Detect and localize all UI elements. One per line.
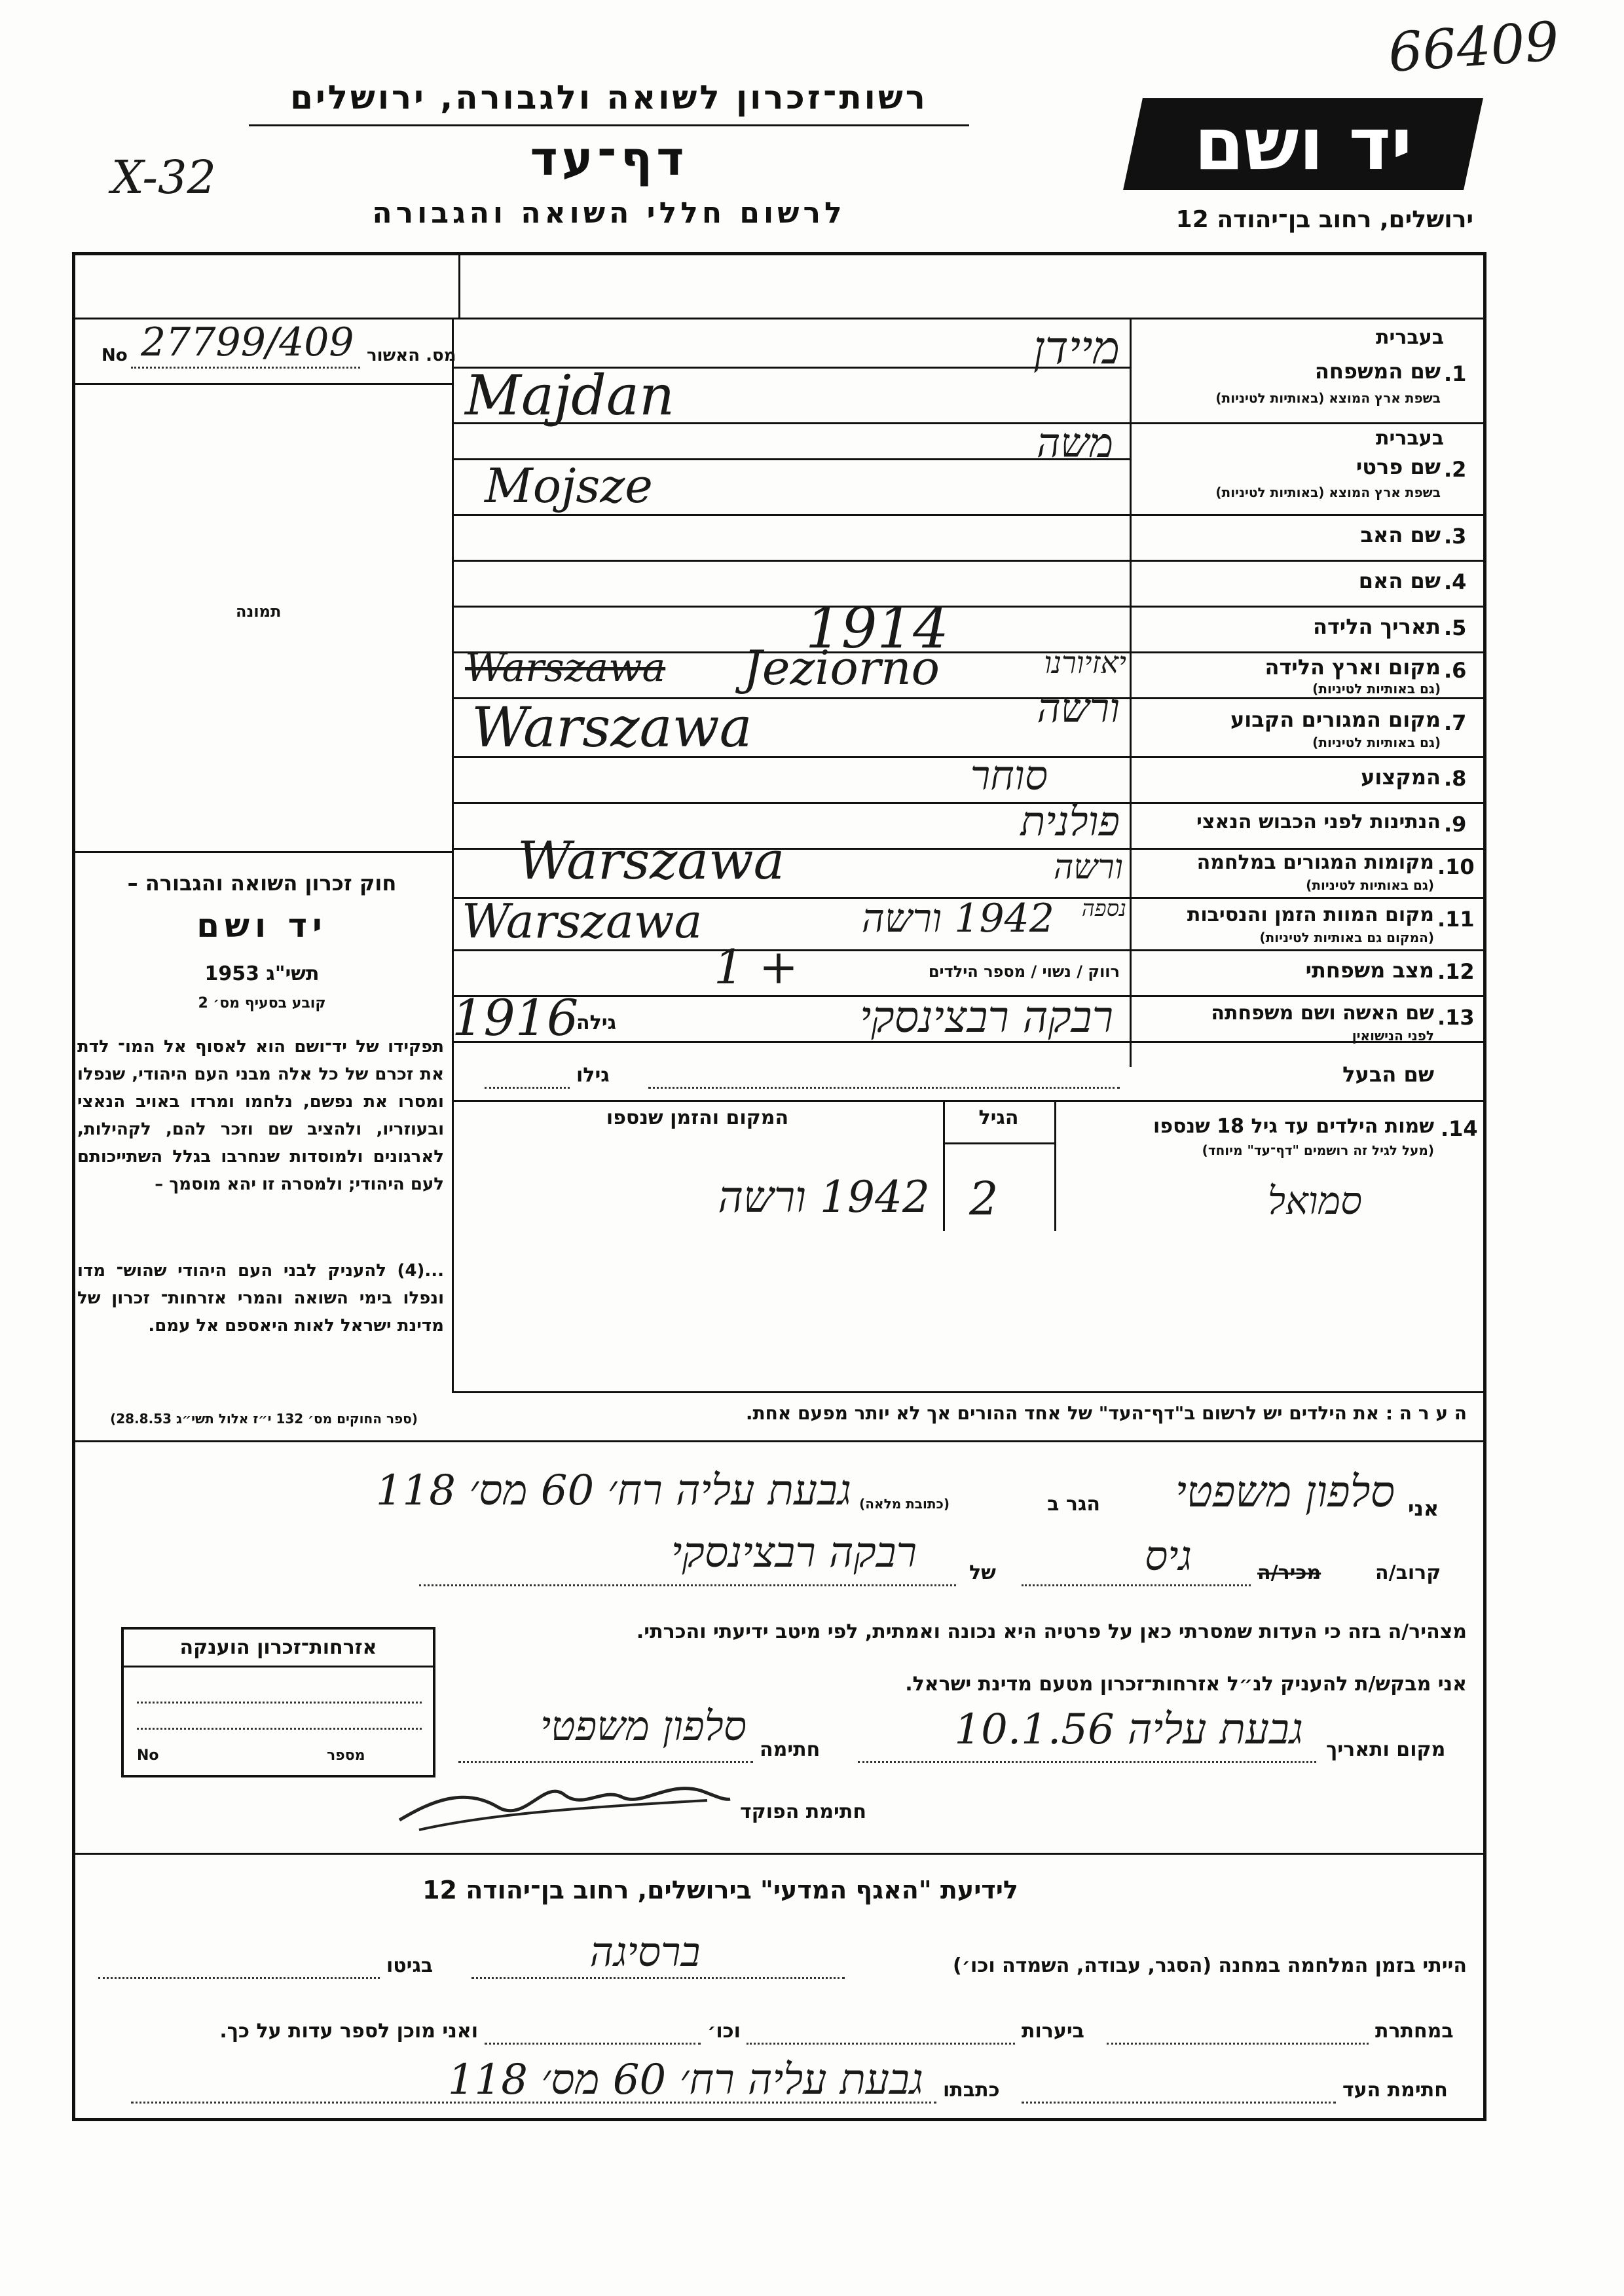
official-signature-stroke <box>399 1789 730 1820</box>
photo-box-bottom <box>72 851 452 853</box>
place-date-label: מקום ותאריך <box>1326 1738 1446 1761</box>
photo-box-top <box>72 383 452 385</box>
signature-label: חתימה <box>760 1738 821 1761</box>
field-3-number: 3. <box>1444 524 1467 549</box>
relation-line <box>1022 1584 1251 1586</box>
field-11-label: מקום המוות הזמן והנסיבות <box>1187 903 1434 926</box>
declarant-statement-2: אני מבקש/ת להעניק לנ״ל אזרחות־זכרון מטעם מדינת ישראל. <box>905 1673 1467 1696</box>
footer-top-line <box>72 1853 1486 1855</box>
place-date-line <box>858 1761 1316 1763</box>
citizenship-box-title: אזרחות־זכרון הוענקה <box>124 1630 433 1667</box>
field-13-age-label: גילה <box>576 1011 616 1034</box>
field-7-hebrew-value: ורשה <box>1037 684 1120 732</box>
law-text-1: תפקידו של יד־ושם הוא לאסוף אל המו־ לדת את זכרם של כל אלה מבני העם היהודי, שנפלו ומסרו את נפשם, נלחמו ומרדו באויב הנאצי ובעוזריו, ולהציב שם וזכר להם, לקהילות, לארגונים ולמוסדות שנחרבו בגלל השתייכותם לעם היהודי; ולמסרה זו יהא מוסמך – <box>77 1037 444 1194</box>
footer-ready-label: ואני מוכן לספר עדות על כך. <box>219 2020 478 2043</box>
field-2-hebrew-tag: בעברית <box>1376 427 1444 450</box>
citizenship-line-2 <box>137 1728 422 1730</box>
field-10-number: 10. <box>1437 854 1475 879</box>
children-sub: (מעל לגיל זה רושמים "דף־עד" מיוחד) <box>1202 1142 1434 1158</box>
field-11-number: 11. <box>1437 907 1475 932</box>
footer-etc-label: וכו׳ <box>707 2020 741 2043</box>
field-7-label: מקום המגורים הקבוע <box>1230 707 1441 732</box>
official-signature-underline <box>419 1800 707 1830</box>
registration-number: 27799/409 <box>141 319 354 365</box>
footer-camp-label: הייתי בזמן המלחמה במחנה (הסגר, עבודה, השמדה וכו׳) <box>953 1954 1467 1977</box>
field-12-sub: רווק / נשוי / מספר הילדים <box>928 962 1120 981</box>
field-4-number: 4. <box>1444 570 1467 594</box>
children-col-divider-2 <box>943 1100 945 1231</box>
children-header-line <box>943 1142 1054 1144</box>
declarant-address: גבעת עליה רח׳ 60 מס׳ 118 <box>375 1467 851 1515</box>
footer-address-label: כתבתו <box>943 2079 1000 2102</box>
footer-ghetto-line <box>98 1977 380 1979</box>
field-8-label: המקצוע <box>1361 765 1441 790</box>
field-1-label: שם המשפחה <box>1314 359 1441 384</box>
law-clause: קובע בסעיף מס׳ 2 <box>198 995 326 1011</box>
declarant-statement-1: מצהיר/ה בזה כי העדות שמסרתי כאן על פרטיה היא נכונה ואמתית, לפי מיטב ידיעתי והכרתי. <box>636 1620 1467 1643</box>
field-1-latin-value: Majdan <box>465 363 675 428</box>
declarant-name: סלפון משפטי <box>1175 1467 1395 1517</box>
row-line-3 <box>452 560 1486 562</box>
field-12-label: מצב משפחתי <box>1305 958 1434 983</box>
footer-witness-sig-line <box>1022 2102 1336 2104</box>
declarant-residing-label: הגר ב <box>1047 1493 1100 1516</box>
law-name: יד ושם <box>196 907 327 945</box>
field-8-value: סוחר <box>970 752 1048 799</box>
relation-of-line <box>419 1584 956 1586</box>
husband-name-label: שם הבעל <box>1342 1062 1434 1087</box>
signature-value: סלפון משפטי <box>540 1702 747 1750</box>
law-source: (ספר החוקים מס׳ 132 י״ז אלול תשי״ג 28.8.53) <box>110 1411 418 1427</box>
law-title: חוק זכרון השואה והגבורה – <box>127 871 397 896</box>
registration-label: מס. האשור <box>367 346 456 365</box>
field-12-value: 1 + <box>714 939 799 994</box>
field-13-value: רבקה רבצינסקי <box>860 992 1113 1042</box>
relation-value: גיס <box>1145 1532 1192 1580</box>
row-line-2 <box>452 514 1486 516</box>
footer-etc-line <box>485 2043 701 2045</box>
relation-struck: מכיר/ה <box>1257 1561 1321 1584</box>
citizenship-number-label: מספר <box>327 1747 365 1764</box>
note-top-line <box>452 1391 1486 1393</box>
field-4-label: שם האם <box>1358 568 1441 593</box>
husband-age-line <box>485 1087 570 1089</box>
citizenship-no-label: No <box>137 1747 159 1764</box>
footer-underground-line <box>1107 2043 1369 2045</box>
field-5-label: תאריך הלידה <box>1312 614 1441 639</box>
official-signature-scribble <box>393 1761 733 1840</box>
field-8-number: 8. <box>1444 766 1467 791</box>
declarant-address-hint: (כתובת מלאה) <box>859 1496 950 1512</box>
place-date-value: גבעת עליה 10.1.56 <box>954 1705 1303 1754</box>
field-11-value: Warszawa <box>462 894 703 949</box>
field-5-number: 5. <box>1444 615 1467 640</box>
row-line-11 <box>452 949 1486 951</box>
field-2-latin-value: Mojsze <box>485 458 653 513</box>
official-signature-label: חתימת הפוקד <box>740 1800 866 1823</box>
field-6-hebrew-value: יאזיורנו <box>1044 645 1126 680</box>
footer-ghetto-value: ברסיגה <box>589 1928 701 1976</box>
registration-no-label: No <box>101 346 128 365</box>
footer-heading: לידיעת "האגף המדעי" בירושלים, רחוב בן־יהודה 12 <box>422 1876 1018 1904</box>
footer-witness-sig-label: חתימת העד <box>1342 2079 1448 2102</box>
field-11-extra-value: נספה <box>1081 896 1126 922</box>
children-col-divider-1 <box>1054 1100 1056 1231</box>
child-1-place: 1942 ורשה <box>718 1172 930 1222</box>
declarant-ani-label: אני <box>1408 1496 1439 1521</box>
field-13-sub: לפני הנישואין <box>1352 1028 1434 1044</box>
footer-address-value: גבעת עליה רח׳ 60 מס׳ 118 <box>447 2056 923 2104</box>
field-10-sub: (גם באותיות לטיניות) <box>1306 877 1434 893</box>
field-1-sub: בשפת ארץ המוצא (באותיות לטיניות) <box>1215 390 1441 406</box>
note-text: ה ע ר ה : את הילדים יש לרשום ב"דף־העד" של אחד ההורים אך לא יותר מפעם אחת. <box>745 1402 1467 1424</box>
citizenship-line-1 <box>137 1702 422 1704</box>
field-2-sub: בשפת ארץ המוצא (באותיות לטיניות) <box>1215 484 1441 500</box>
field-12-number: 12. <box>1437 959 1475 984</box>
handwritten-reference-number: 66409 <box>1386 10 1561 84</box>
husband-age-label: גילו <box>576 1064 610 1087</box>
field-11-hebrew-value: 1942 ורשה <box>861 896 1054 941</box>
field-6-sub: (גם באותיות לטיניות) <box>1312 681 1441 697</box>
page-title: דף־עד <box>530 131 688 186</box>
field-10-label: מקומות המגורים במלחמה <box>1196 851 1434 874</box>
footer-forests-label: ביערות <box>1022 2020 1084 2043</box>
logo-text: יד ושם <box>1194 102 1412 186</box>
relation-of-name: רבקה רבצינסקי <box>671 1529 917 1577</box>
field-10-hebrew-value: ורשה <box>1053 848 1123 887</box>
handwritten-code: X-32 <box>111 151 217 204</box>
field-9-label: הנתינות לפני הכבוש הנאצי <box>1196 811 1441 833</box>
children-col-age: הגיל <box>978 1106 1019 1129</box>
field-6-number: 6. <box>1444 658 1467 683</box>
page-subtitle: לרשום חללי השואה והגבורה <box>372 196 846 230</box>
relation-label: קרוב/ה <box>1375 1561 1441 1584</box>
registration-number-line <box>131 367 360 369</box>
field-2-number: 2. <box>1444 457 1467 482</box>
field-1-hebrew-value: מיידן <box>1033 321 1120 374</box>
field-9-value: פולנית <box>1020 797 1120 845</box>
law-year: תשי"ג 1953 <box>204 962 320 985</box>
photo-label: תמונה <box>236 602 282 621</box>
authority-underline <box>249 124 969 126</box>
field-1-hebrew-tag: בעברית <box>1376 326 1444 349</box>
left-panel-divider <box>452 318 454 1391</box>
field-10-value: Warszawa <box>517 830 785 891</box>
child-1-age: 2 <box>969 1172 999 1226</box>
child-1-name: סמואל <box>1267 1178 1362 1223</box>
field-5-value: 1914 <box>805 596 949 661</box>
citizenship-box <box>121 1627 435 1777</box>
children-label: שמות הילדים עד גיל 18 שנספו <box>1153 1115 1434 1138</box>
field-6-struck-value: Warszawa <box>465 645 666 691</box>
field-11-sub: (המקום גם באותיות לטיניות) <box>1259 930 1434 945</box>
authority-name: רשות־זכרון לשואה ולגבורה, ירושלים <box>290 79 928 117</box>
row-line-14 <box>452 1100 1486 1102</box>
footer-ghetto-label: בגיטו <box>386 1954 434 1977</box>
field-13-label: שם האשה ושם משפחתה <box>1211 1002 1434 1025</box>
yad-vashem-logo <box>1123 98 1483 190</box>
field-7-value: Warszawa <box>471 695 752 759</box>
husband-name-line <box>648 1087 1120 1089</box>
relation-of-label: של <box>969 1561 996 1584</box>
row-line-4 <box>452 606 1486 608</box>
field-3-label: שם האב <box>1360 522 1441 547</box>
top-strip-divider <box>458 252 460 318</box>
field-9-number: 9. <box>1444 812 1467 837</box>
field-13-number: 13. <box>1437 1005 1475 1030</box>
label-column-divider <box>1130 318 1132 1067</box>
footer-underground-label: במחתרת <box>1375 2020 1454 2043</box>
field-6-label: מקום וארץ הלידה <box>1264 655 1441 680</box>
field-2-hebrew-value: משה <box>1037 419 1113 467</box>
field-6-value: Jeziorno <box>743 640 940 695</box>
field-7-sub: (גם באותיות לטיניות) <box>1312 735 1441 750</box>
field-1-number: 1. <box>1444 361 1467 386</box>
field-2-label: שם פרטי <box>1356 454 1441 479</box>
field-7-number: 7. <box>1444 710 1467 735</box>
footer-camp-line <box>471 1977 845 1979</box>
header-address: ירושלים, רחוב בן־יהודה 12 <box>1175 206 1473 233</box>
children-number: 14. <box>1441 1116 1478 1141</box>
children-col-place: המקום והזמן שנספו <box>606 1106 789 1129</box>
note-bottom-line <box>72 1440 1486 1442</box>
law-text-2: ...(4) להעניק לבני העם היהודי שהוש־ מדו ונפלו בימי השואה והמרי אזרחות־ זכרון של מדינת ישראל לאות היאספם אל עמם. <box>77 1261 444 1336</box>
footer-forests-line <box>747 2043 1015 2045</box>
field-13-age-value: 1916 <box>452 989 579 1047</box>
